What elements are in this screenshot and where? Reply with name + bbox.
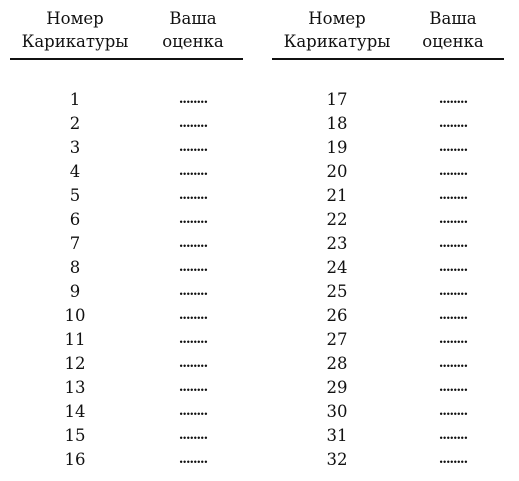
table-row xyxy=(272,136,504,160)
table-row xyxy=(10,160,243,184)
score-blank[interactable]: ........ xyxy=(178,428,208,443)
caricature-number: 26 xyxy=(326,306,348,325)
caricature-number: 17 xyxy=(326,90,348,109)
caricature-number: 32 xyxy=(326,450,348,469)
score-blank[interactable]: ........ xyxy=(438,452,468,467)
score-blank[interactable]: ........ xyxy=(178,404,208,419)
table-row xyxy=(272,400,504,424)
caricature-number: 11 xyxy=(64,330,86,349)
caricature-number: 8 xyxy=(69,258,81,277)
table-row xyxy=(10,232,243,256)
table-row xyxy=(272,448,504,472)
caricature-number: 20 xyxy=(326,162,348,181)
caricature-number: 2 xyxy=(69,114,81,133)
score-blank[interactable]: ........ xyxy=(438,284,468,299)
caricature-number: 29 xyxy=(326,378,348,397)
table-row xyxy=(10,448,243,472)
score-blank[interactable]: ........ xyxy=(178,260,208,275)
caricature-number: 28 xyxy=(326,354,348,373)
table-row xyxy=(10,112,243,136)
table-row xyxy=(272,328,504,352)
score-blank[interactable]: ........ xyxy=(438,212,468,227)
table-row xyxy=(10,304,243,328)
score-blank[interactable]: ........ xyxy=(178,452,208,467)
table-row xyxy=(10,400,243,424)
caricature-number: 9 xyxy=(69,282,81,301)
score-blank[interactable]: ........ xyxy=(178,164,208,179)
table-row xyxy=(10,352,243,376)
caricature-number: 7 xyxy=(69,234,81,253)
score-blank[interactable]: ........ xyxy=(178,188,208,203)
table-body xyxy=(10,88,243,472)
rating-table-left xyxy=(10,0,243,469)
score-blank[interactable]: ........ xyxy=(178,236,208,251)
score-blank[interactable]: ........ xyxy=(438,380,468,395)
header-number: Номер Карикатуры xyxy=(21,9,129,51)
table-row xyxy=(10,280,243,304)
table-row xyxy=(272,160,504,184)
table-row xyxy=(272,184,504,208)
score-blank[interactable]: ........ xyxy=(178,332,208,347)
table-row xyxy=(10,88,243,112)
table-header xyxy=(272,0,504,60)
caricature-number: 18 xyxy=(326,114,348,133)
score-blank[interactable]: ........ xyxy=(438,116,468,131)
score-blank[interactable]: ........ xyxy=(178,116,208,131)
table-row xyxy=(272,232,504,256)
score-blank[interactable]: ........ xyxy=(178,92,208,107)
caricature-number: 6 xyxy=(69,210,81,229)
caricature-number: 21 xyxy=(326,186,348,205)
score-blank[interactable]: ........ xyxy=(438,164,468,179)
header-number: Номер Карикатуры xyxy=(283,9,391,51)
header-score: Ваша оценка xyxy=(162,9,224,51)
table-row xyxy=(272,208,504,232)
caricature-number: 5 xyxy=(69,186,81,205)
caricature-number: 14 xyxy=(64,402,86,421)
table-row xyxy=(10,376,243,400)
table-row xyxy=(272,352,504,376)
score-blank[interactable]: ........ xyxy=(178,356,208,371)
table-row xyxy=(272,424,504,448)
table-row xyxy=(272,376,504,400)
rating-table-right xyxy=(272,0,504,469)
score-blank[interactable]: ........ xyxy=(438,308,468,323)
table-row xyxy=(10,424,243,448)
score-blank[interactable]: ........ xyxy=(178,140,208,155)
score-blank[interactable]: ........ xyxy=(438,188,468,203)
table-row xyxy=(272,256,504,280)
caricature-number: 23 xyxy=(326,234,348,253)
table-row xyxy=(272,304,504,328)
caricature-number: 13 xyxy=(64,378,86,397)
table-row xyxy=(272,112,504,136)
score-blank[interactable]: ........ xyxy=(438,92,468,107)
score-blank[interactable]: ........ xyxy=(438,404,468,419)
score-blank[interactable]: ........ xyxy=(178,284,208,299)
table-row xyxy=(10,208,243,232)
score-blank[interactable]: ........ xyxy=(438,356,468,371)
score-blank[interactable]: ........ xyxy=(438,260,468,275)
caricature-number: 3 xyxy=(69,138,81,157)
score-blank[interactable]: ........ xyxy=(178,380,208,395)
score-blank[interactable]: ........ xyxy=(178,308,208,323)
table-row xyxy=(272,280,504,304)
caricature-number: 16 xyxy=(64,450,86,469)
table-row xyxy=(10,256,243,280)
score-blank[interactable]: ........ xyxy=(438,428,468,443)
table-row xyxy=(10,136,243,160)
table-row xyxy=(10,328,243,352)
score-blank[interactable]: ........ xyxy=(438,332,468,347)
caricature-number: 24 xyxy=(326,258,348,277)
caricature-number: 15 xyxy=(64,426,86,445)
caricature-number: 10 xyxy=(64,306,86,325)
score-blank[interactable]: ........ xyxy=(438,236,468,251)
score-blank[interactable]: ........ xyxy=(178,212,208,227)
caricature-number: 31 xyxy=(326,426,348,445)
header-score: Ваша оценка xyxy=(422,9,484,51)
caricature-number: 1 xyxy=(69,90,81,109)
caricature-number: 27 xyxy=(326,330,348,349)
caricature-number: 19 xyxy=(326,138,348,157)
table-row xyxy=(10,184,243,208)
table-body xyxy=(272,88,504,472)
caricature-number: 30 xyxy=(326,402,348,421)
caricature-number: 12 xyxy=(64,354,86,373)
caricature-number: 4 xyxy=(69,162,81,181)
table-row xyxy=(272,88,504,112)
table-header xyxy=(10,0,243,60)
caricature-number: 25 xyxy=(326,282,348,301)
caricature-number: 22 xyxy=(326,210,348,229)
score-blank[interactable]: ........ xyxy=(438,140,468,155)
